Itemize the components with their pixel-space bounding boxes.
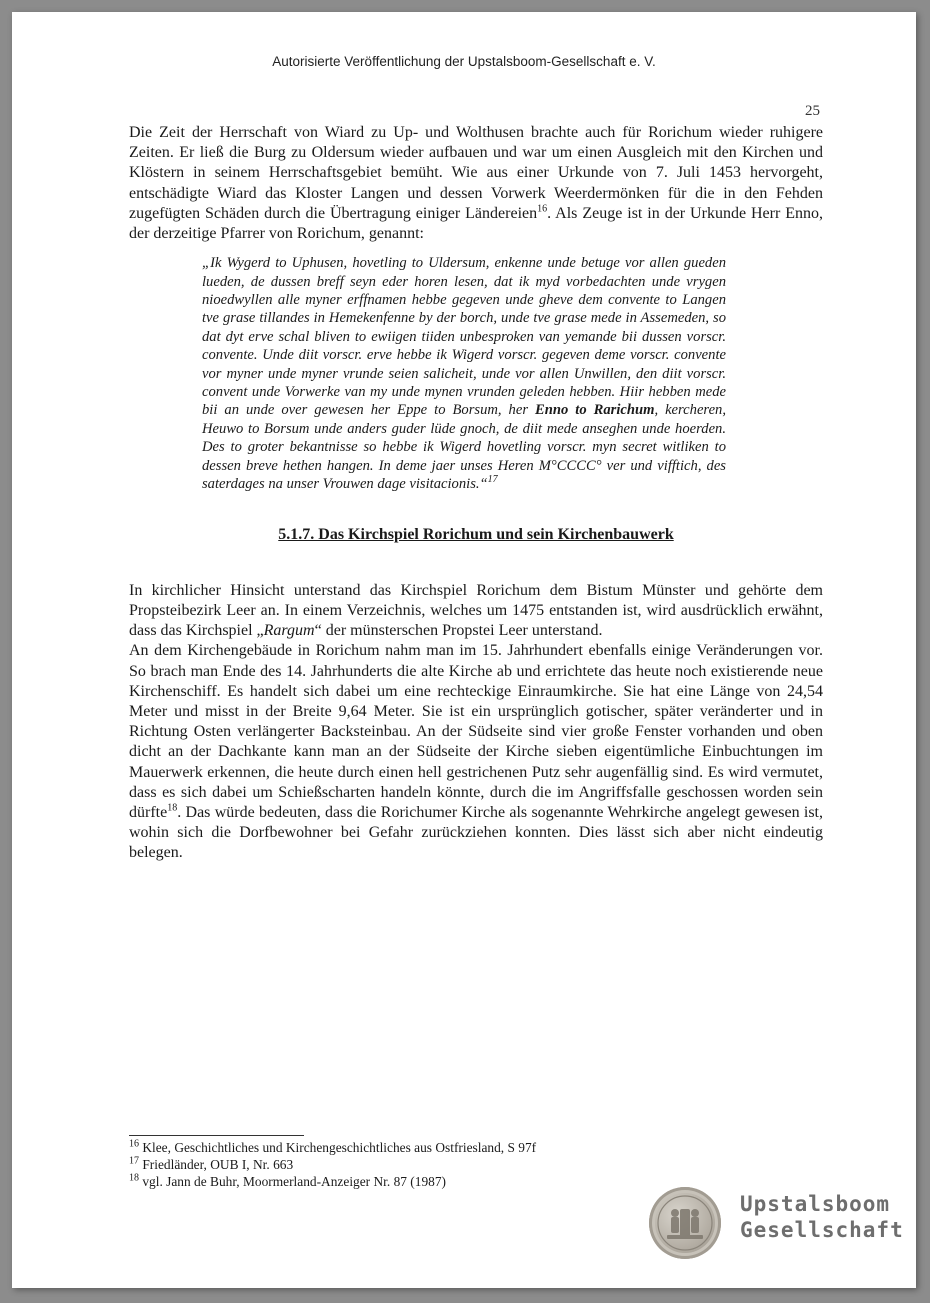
parish-italic-name: Rargum [263,622,315,640]
parish-paragraph [129,581,823,642]
footnote-text: Friedländer, OUB I, Nr. 663 [139,1157,294,1172]
logo-line-1: Upstalsboom [740,1192,891,1216]
section-title: 5.1.7. Das Kirchspiel Rorichum und sein Kirchenbauwerk [278,525,674,543]
church-text-end: . Das würde bedeuten, dass die Rorichumer Kirche als sogenannte Wehrkirche angelegt gewesen ist, wohin sich die Dorfbewohner bei Gefahr zurückziehen konnten. Dies lässt sich aber nicht eindeutig belegen. [129,803,823,862]
footnote-18 [129,1173,729,1190]
document-page [12,12,916,1288]
footnote-number: 17 [129,1155,139,1167]
intro-paragraph [129,123,823,244]
society-logo [645,1182,905,1266]
charter-quote [202,254,726,493]
footnote-number: 16 [129,1138,139,1150]
page-body [129,123,823,864]
footnote-divider [129,1135,304,1136]
footnotes [129,1139,729,1190]
quote-text-end: , kercheren, Heuwo to Borsum unde anders guder lüde gnoch, de diit mede anseghen unde hoerden. Des to groter bekantnisse so hebbe ik Wigerd hovetling vorscr. myn secret witliken to dessen breve hethen hangen. In deme jaer unses Heren M°CCCC° ver und vifftich, des saterdages na unser Vrouwen dage visitacionis.“ [202,402,726,493]
footnote-17 [129,1156,729,1173]
footnote-ref-18[interactable]: 18 [167,802,178,814]
footnote-ref-16[interactable]: 16 [537,203,548,215]
footnote-ref-17[interactable]: 17 [487,474,498,486]
seal-icon [649,1187,721,1259]
church-text: An dem Kirchengebäude in Rorichum nahm man im 15. Jahrhundert ebenfalls einige Veränderungen vor. So brach man Ende des 14. Jahrhunderts die alte Kirche ab und errichtete das heute noch existierende neue Kirchenschiff. Es handelt sich dabei um eine rechteckige Einraumkirche. Sie hat eine Länge von 24,54 Meter und misst in der Breite 9,64 Meter. Sie ist ein ursprünglich gotischer, später veränderter und in Richtung Osten verlängerter Backsteinbau. An der Südseite sind vier große Fenster vorhanden und oben dicht an der Dachkante kann man an der Südseite der Kirche sieben eigentümliche Einbuchtungen im Mauerwerk erkennen, die heute durch einen hell gestrichenen Putz sehr augenfällig sind. Es wird vermutet, dass es sich dabei um Schießscharten handeln könnte, durch die im Angriffsfalle geschossen worden sein dürfte [129,642,823,821]
intro-text-end: . Als Zeuge ist in der Urkunde Herr Enno, der derzeitige Pfarrer von Rorichum, genannt: [129,204,823,243]
logo-wordmark [740,1191,904,1243]
parish-text-end: “ der münsterschen Propstei Leer unterstand. [314,622,603,640]
quote-text: „Ik Wygerd to Uphusen, hovetling to Uldersum, enkenne unde betuge vor allen gueden lueden, de dussen breff seyn eder horen lesen, dat ik myd vorbedachten unde vrygen nioedwyllen alle myner erffnamen hebbe gegeven unde gheve dem convente to Langen tve grase tillandes in Hemekenfenne by der borch, unde tve grase mede in Assemeden, so dat dyt erve schal bliven to ewiigen tiiden unbesproken van yemande bii dussen vorscr. convente. Unde diit vorscr. erve hebbe ik Wigerd vorscr. gegeven deme vorscr. convente vor myner unde myner vrunde seien salicheit, unde vor allen Unwillen, den diit vorscr. convent unde Vorwerke van my unde mynen vrunden geleden hebben. Hiir hebben mede bii an unde over gewesen her Eppe to Borsum, her [202,255,726,419]
parish-text: In kirchlicher Hinsicht unterstand das Kirchspiel Rorichum dem Bistum Münster und gehörte dem Propsteibezirk Leer an. In einem Verzeichnis, welches um 1475 entstanden ist, wird ausdrücklich erwähnt, dass das Kirchspiel „ [129,581,823,640]
quote-bold-name: Enno to Rarichum [535,402,655,419]
footnote-number: 18 [129,1172,139,1184]
intro-text: Die Zeit der Herrschaft von Wiard zu Up- und Wolthusen brachte auch für Rorichum wieder ruhigere Zeiten. Er ließ die Burg zu Oldersum wieder aufbauen und war um einen Ausgleich mit den Kirchen und Klöstern in seinem Herrschaftsgebiet bemüht. Wie aus einer Urkunde von 7. Juli 1453 hervorgeht, entschädigte Wiard das Kloster Langen und dessen Vorwerk Weerdermönken für die in den Fehden zugefügten Schäden durch die Übertragung einiger Ländereien [129,124,823,222]
logo-line-2: Gesellschaft [740,1218,904,1242]
church-paragraph [129,641,823,863]
footnote-text: Klee, Geschichtliches und Kirchengeschichtliches aus Ostfriesland, S 97f [139,1140,537,1155]
running-header: Autorisierte Veröffentlichung der Upstalsboom-Gesellschaft e. V. [272,54,656,69]
page-number: 25 [805,103,820,119]
footnote-16 [129,1139,729,1156]
footnote-text: vgl. Jann de Buhr, Moormerland-Anzeiger Nr. 87 (1987) [139,1174,447,1189]
